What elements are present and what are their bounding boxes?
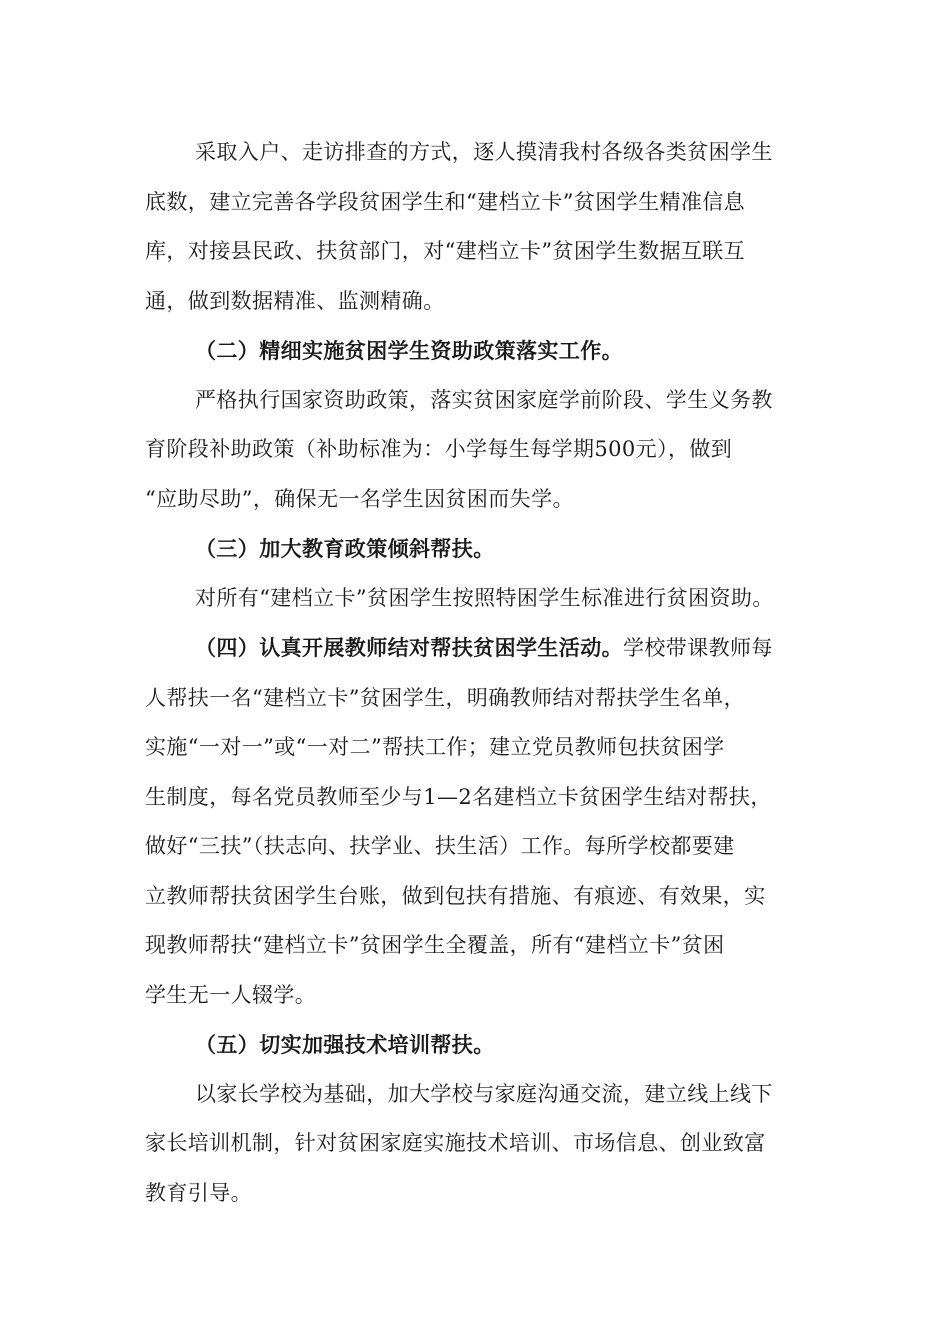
text-line: 采取入户、走访排查的方式，逐人摸清我村各级各类贫困学生	[195, 140, 773, 164]
text-line: 实施“一对一”或“一对二”帮扶工作；建立党员教师包扶贫困学	[145, 735, 725, 759]
document-body	[145, 128, 805, 1218]
text-line: 育阶段补助政策（补助标准为：小学每生每学期500元），做到	[145, 437, 733, 461]
text-line: 对所有“建档立卡”贫困学生按照特困学生标准进行贫困资助。	[195, 585, 774, 610]
text-line: 通，做到数据精准、监测精确。	[145, 288, 445, 313]
text-line: 教育引导。	[145, 1180, 252, 1205]
paragraph-policy-tilt	[145, 574, 805, 624]
text-line: 做好“三扶”（扶志向、扶学业、扶生活）工作。每所学校都要建	[145, 834, 735, 858]
section-heading-4: （四）认真开展教师结对帮扶贫困学生活动。	[195, 635, 623, 660]
text-line: 学生无一人辍学。	[145, 982, 317, 1007]
text-run: 学校带课教师每	[623, 636, 773, 660]
text-line: 现教师帮扶“建档立卡”贫困学生全覆盖，所有“建档立卡”贫困	[145, 933, 725, 957]
section-heading-2: （二）精细实施贫困学生资助政策落实工作。	[195, 338, 623, 363]
text-line	[145, 623, 805, 674]
text-line: 库，对接县民政、扶贫部门，对“建档立卡”贫困学生数据互联互	[145, 239, 746, 263]
text-line: 底数，建立完善各学段贫困学生和“建档立卡”贫困学生精准信息	[145, 189, 746, 214]
paragraph-student-survey	[145, 128, 805, 326]
text-line: 生制度，每名党员教师至少与1—2名建档立卡贫困学生结对帮扶，	[145, 784, 772, 809]
text-line: “应助尽助”，确保无一名学生因贫困而失学。	[145, 486, 574, 511]
text-line: 家长培训机制，针对贫困家庭实施技术培训、市场信息、创业致富	[145, 1131, 766, 1155]
text-line: 人帮扶一名“建档立卡”贫困学生，明确教师结对帮扶学生名单，	[145, 685, 746, 710]
paragraph-teacher-pairing	[145, 623, 805, 1020]
section-heading-3: （三）加大教育政策倾斜帮扶。	[195, 536, 495, 561]
text-line: 立教师帮扶贫困学生台账，做到包扶有措施、有痕迹、有效果，实	[145, 883, 766, 908]
paragraph-funding-policy	[145, 376, 805, 525]
text-line: 严格执行国家资助政策，落实贫困家庭学前阶段、学生义务教	[195, 387, 773, 412]
paragraph-parent-training	[145, 1070, 805, 1219]
text-line: 以家长学校为基础，加大学校与家庭沟通交流，建立线上线下	[195, 1081, 773, 1106]
section-heading-5: （五）切实加强技术培训帮扶。	[195, 1032, 495, 1057]
